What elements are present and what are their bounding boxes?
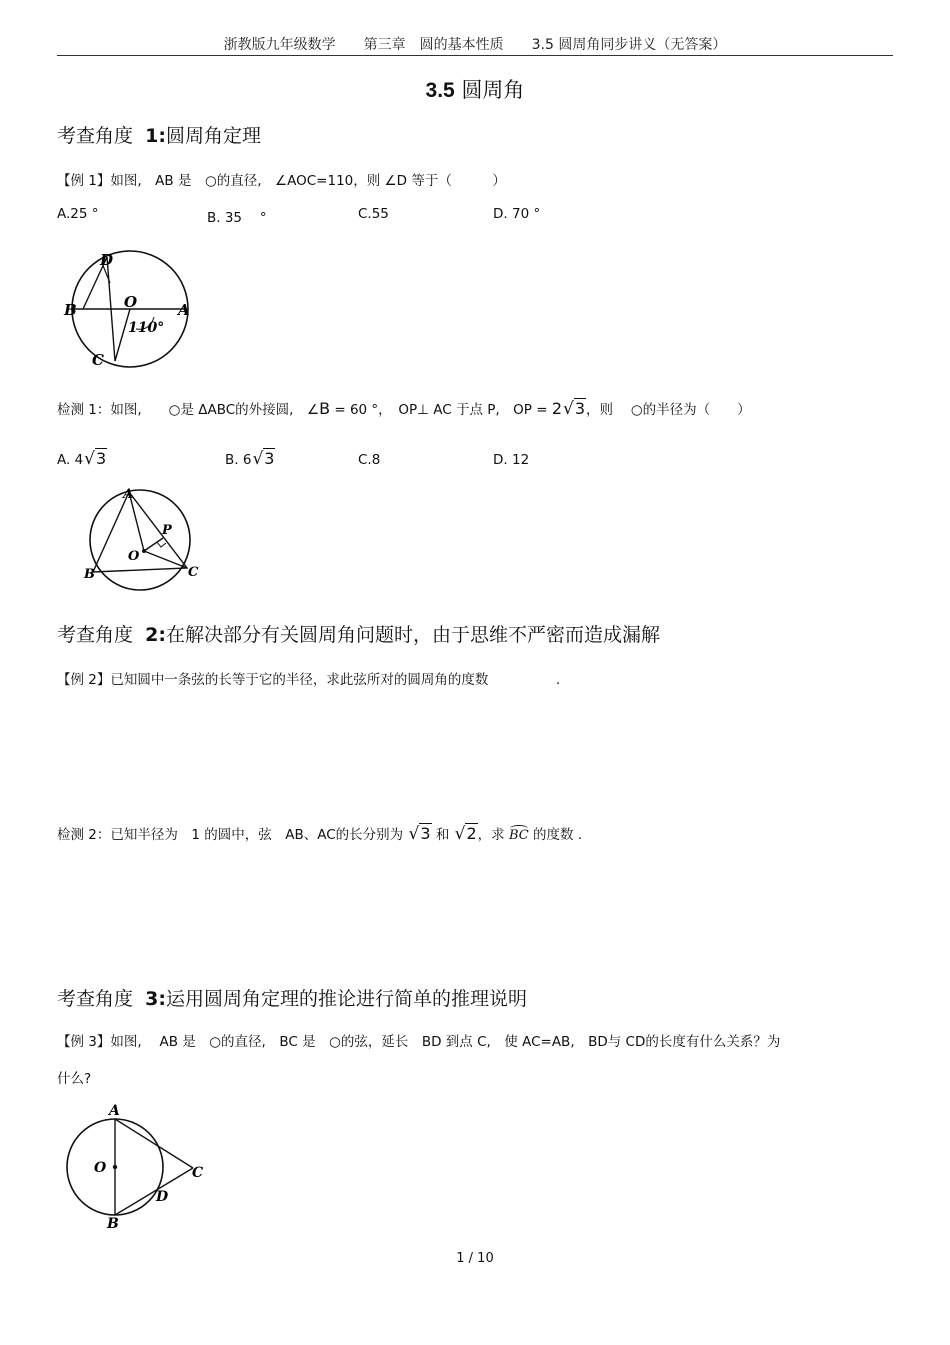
label-c: C [192, 1165, 204, 1181]
arc-bc: BC [508, 828, 529, 843]
title-text: 圆周角 [461, 78, 525, 102]
page-header: 浙教版九年级数学 第三章 圆的基本性质 3.5 圆周角同步讲义（无答案） [223, 37, 727, 53]
label-c: C [92, 351, 104, 369]
circle [90, 490, 190, 590]
label-d: D [156, 1189, 169, 1205]
check-1-question: 检测 1：如图, ○是 ΔABC的外接圆, ∠B = 60 °， OP⊥ AC 于点 P, OP = 2√3，则 ○的半径为（ ） [57, 399, 751, 419]
example-1-option-b: B. 35 ° [207, 210, 267, 226]
label-a: A [123, 487, 134, 502]
angle-label: 110° [128, 320, 165, 336]
triangle-abc [93, 492, 187, 572]
label-o: O [124, 293, 138, 311]
example-3-figure [60, 1100, 210, 1235]
label-d: D [100, 251, 114, 269]
label-p: P [162, 523, 172, 538]
section-1-prefix: 考查角度 [57, 125, 134, 147]
page-title [0, 74, 950, 104]
label-a: A [178, 301, 190, 319]
label-a: A [109, 1103, 120, 1119]
label-b: B [64, 301, 77, 319]
label-o: O [94, 1160, 107, 1176]
check-2-question: 检测 2：已知半径为 1 的圆中，弦 AB、AC的长分别为 √3 和 √2，求 BC 的度数 . [57, 824, 583, 844]
check-1-option-d: D. 12 [493, 452, 530, 468]
example-1-figure [58, 243, 208, 373]
page-number: 1 / 10 [456, 1251, 494, 1266]
label-b: B [107, 1216, 119, 1232]
label-o: O [128, 549, 140, 564]
section-1-text: 圆周角定理 [165, 125, 261, 147]
label-b: B [84, 567, 95, 582]
section-1-heading [57, 121, 261, 148]
section-2-heading: 考查角度 2:在解决部分有关圆周角问题时，由于思维不严密而造成漏解 [57, 624, 660, 646]
section-1-number: 1: [145, 125, 166, 147]
section-3-heading: 考查角度 3:运用圆周角定理的推论进行简单的推理说明 [57, 988, 527, 1010]
sqrt-3: √3 [563, 399, 586, 419]
example-2-question: 【例 2】已知圆中一条弦的长等于它的半径，求此弦所对的圆周角的度数 . [57, 672, 561, 688]
title-number: 3.5 [425, 79, 455, 102]
label-c: C [188, 565, 199, 580]
check-1-option-a: A. 4√3 [57, 449, 107, 469]
example-1-option-a: A.25 ° [57, 206, 99, 222]
header-rule [57, 55, 893, 56]
check-1-option-c: C.8 [358, 452, 381, 468]
example-1-option-d: D. 70 ° [493, 206, 541, 222]
example-3-line-2: 什么? [57, 1071, 92, 1087]
check-1-option-b: B. 6√3 [225, 449, 275, 469]
check-1-figure [80, 484, 210, 594]
example-3-line-1: 【例 3】如图, AB 是 ○的直径, BC 是 ○的弦，延长 BD 到点 C, 使 AC=AB, BD与 CD的长度有什么关系？为 [57, 1034, 781, 1050]
example-1-question: 【例 1】如图, AB 是 ○的直径, ∠AOC=110，则 ∠D 等于（ ） [57, 173, 506, 189]
example-1-option-c: C.55 [358, 206, 389, 222]
